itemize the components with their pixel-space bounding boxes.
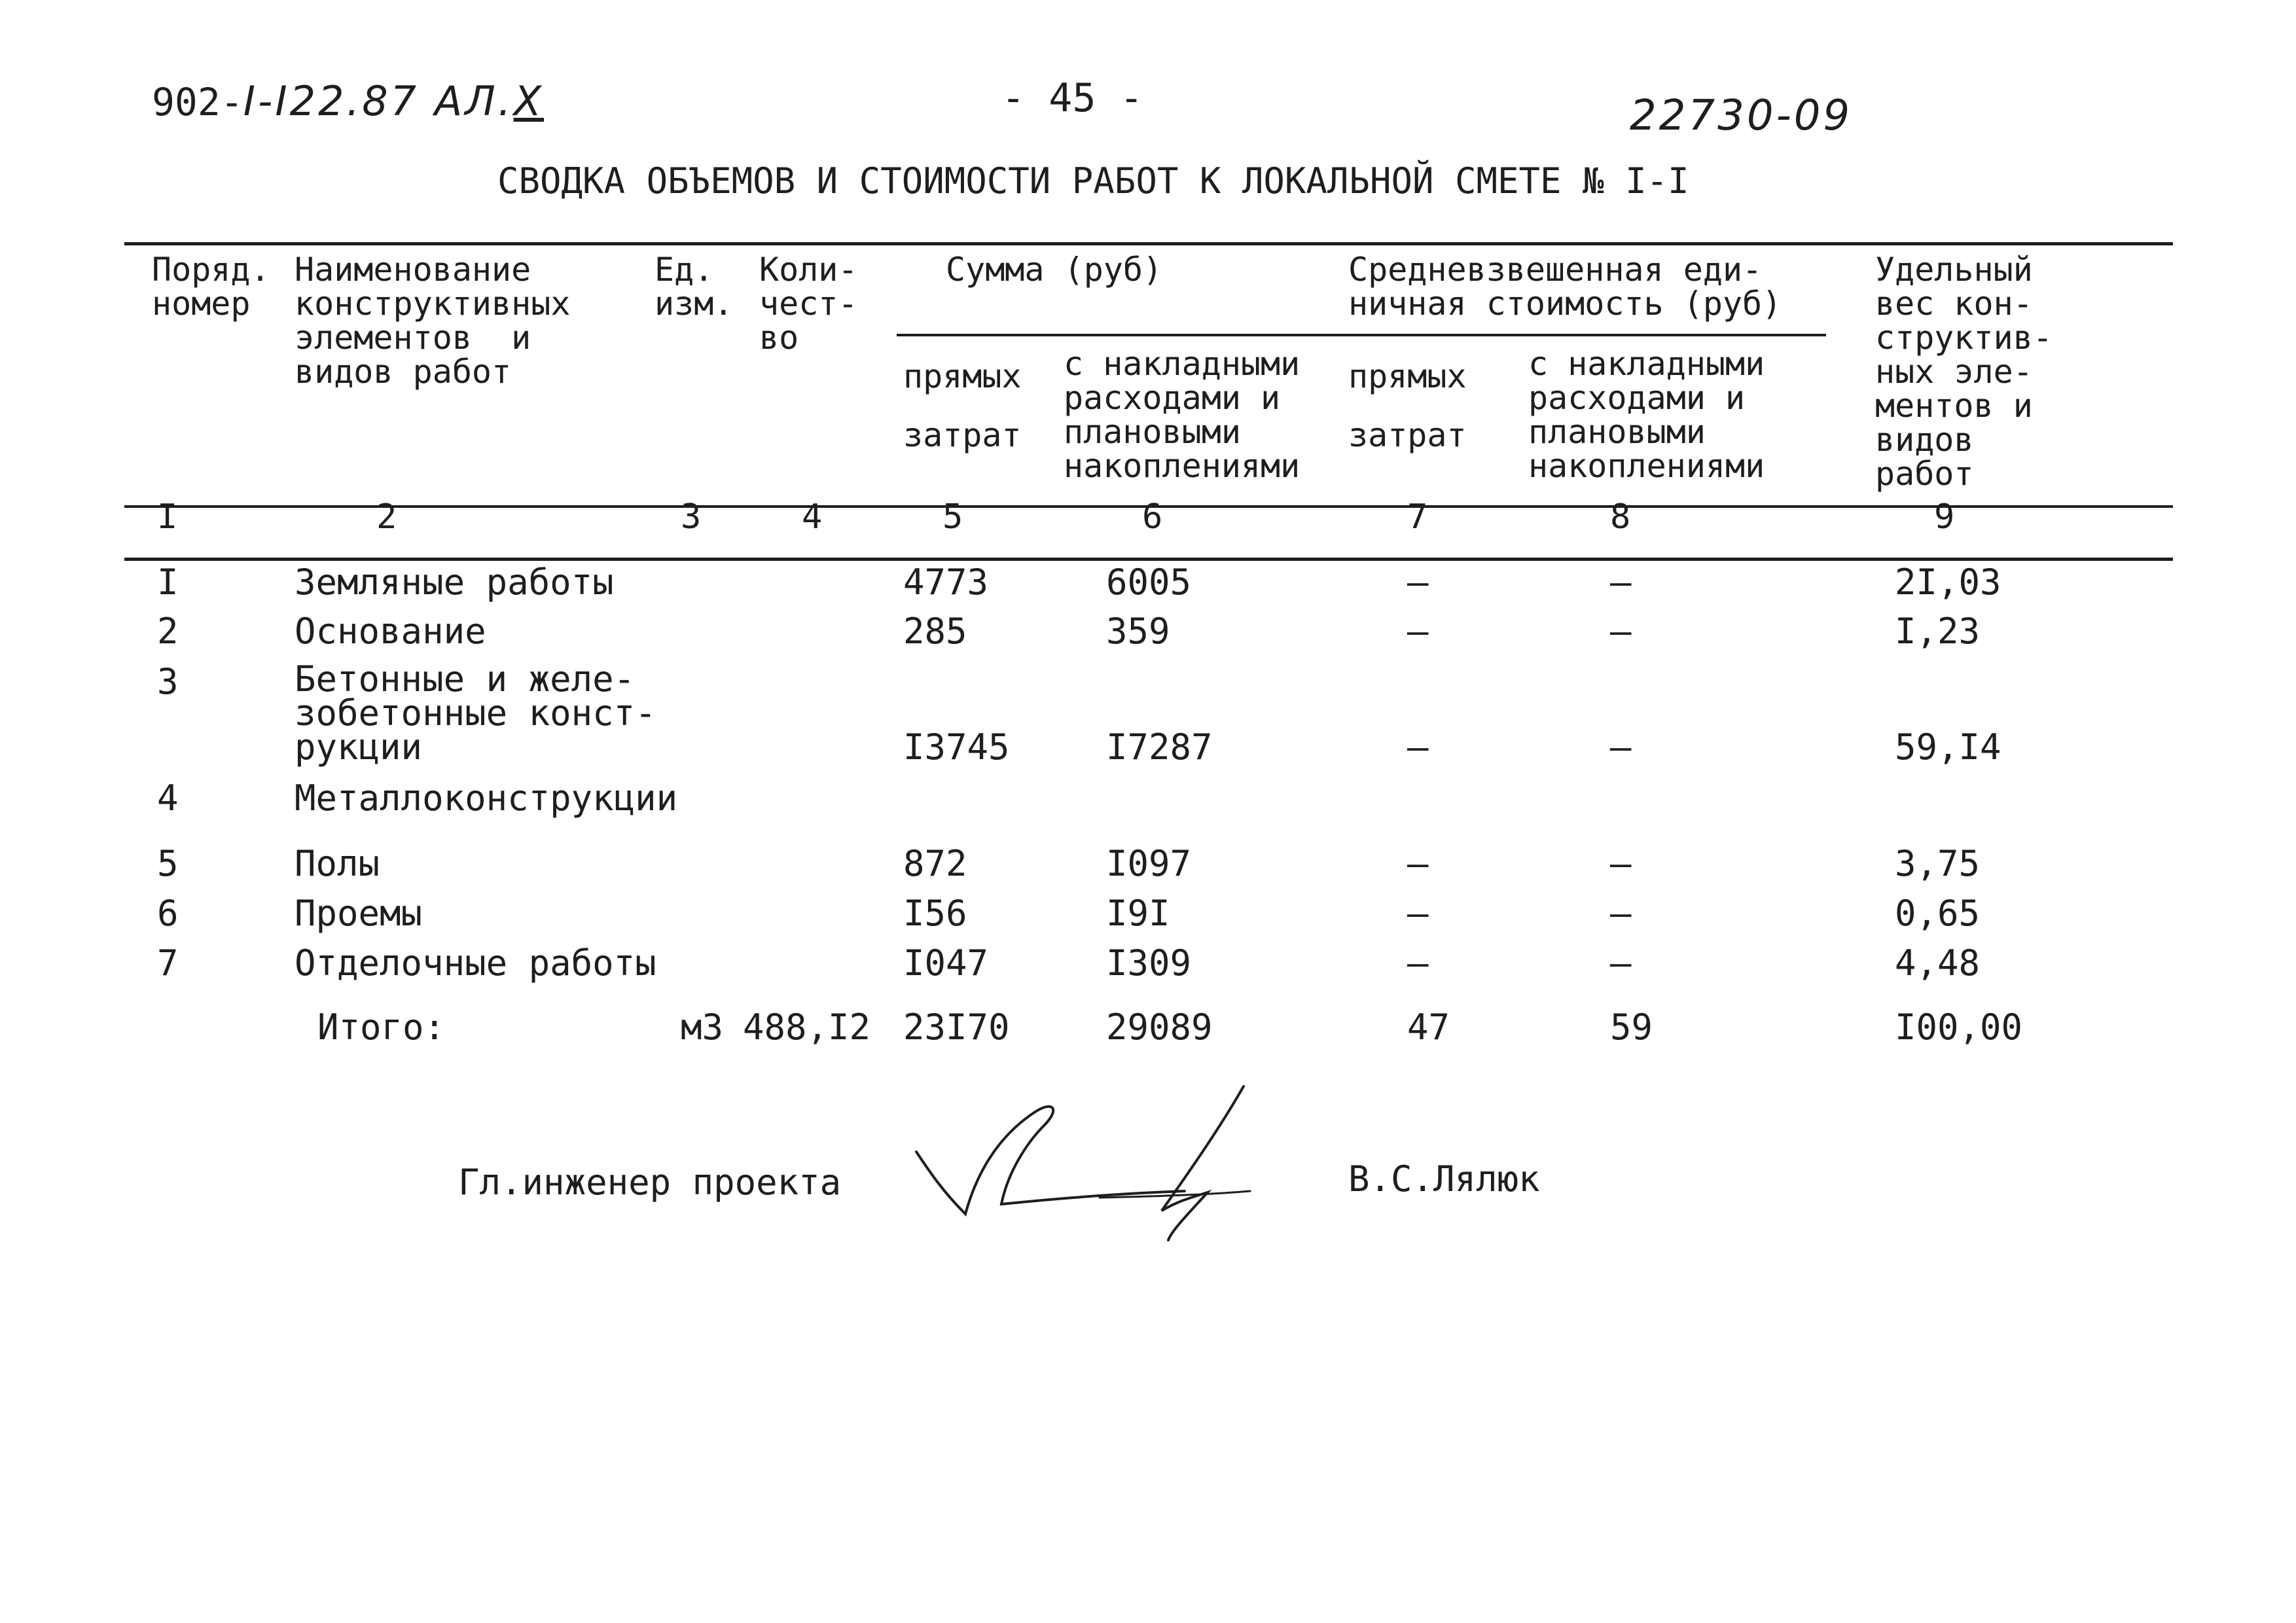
row-number: 7 — [157, 942, 179, 984]
header-average-cost-group: Средневзвешенная еди- ничная стоимость (руб) — [1348, 251, 1782, 323]
header-element-name: Наименование конструктивных элементов и видов работ — [295, 251, 571, 391]
header-sum-with-overheads: с накладными расходами и плановыми накоплениями — [1064, 345, 1300, 485]
column-number-9: 9 — [1934, 497, 1955, 537]
total-label: Итого: — [317, 1007, 446, 1048]
row-specific-weight: 59,I4 — [1895, 726, 2001, 768]
row-unit-direct: – — [1407, 942, 1429, 984]
inventory-number: 22730-09 — [1630, 92, 1853, 140]
table-top-rule — [124, 242, 2173, 245]
row-specific-weight: 0,65 — [1895, 893, 1981, 934]
row-unit-with-overheads: – — [1610, 843, 1632, 884]
row-number: 3 — [157, 661, 179, 702]
header-unit-with-overheads: с накладными расходами и плановыми накоплениями — [1528, 345, 1765, 485]
column-number-6: 6 — [1142, 497, 1163, 537]
header-specific-weight: Удельный вес кон- структив- ных эле- ментов и видов работ — [1875, 251, 2053, 493]
row-unit-direct: – — [1407, 562, 1429, 603]
row-sum-with-overheads: 6005 — [1106, 562, 1192, 603]
row-name: Металлоконструкции — [295, 777, 678, 819]
row-name: Проемы — [295, 893, 423, 934]
row-number: 2 — [157, 611, 179, 652]
header-quantity: Коли- чест- во — [759, 251, 858, 357]
row-unit-with-overheads: – — [1610, 942, 1632, 984]
row-sum-with-overheads: I097 — [1106, 843, 1192, 884]
column-number-3: 3 — [681, 497, 702, 537]
document-code-handwritten: I-I22.87 АЛ. — [243, 77, 514, 125]
row-sum-with-overheads: 359 — [1106, 611, 1170, 652]
page-title: СВОДКА ОБЪЕМОВ И СТОИМОСТИ РАБОТ К ЛОКАЛЬНОЙ СМЕТЕ № I-I — [497, 160, 1689, 202]
total-unit-direct: 47 — [1407, 1007, 1450, 1048]
total-direct-sum: 23I70 — [903, 1007, 1010, 1048]
row-direct-sum: 4773 — [903, 562, 989, 603]
row-number: 6 — [157, 893, 179, 934]
row-sum-with-overheads: I309 — [1106, 942, 1192, 984]
total-specific-weight: I00,00 — [1895, 1007, 2023, 1048]
column-number-2: 2 — [376, 497, 397, 537]
row-unit-direct: – — [1407, 726, 1429, 768]
row-direct-sum: I047 — [903, 942, 989, 984]
header-sum-group: Сумма (руб) — [946, 251, 1163, 289]
column-number-rule — [124, 558, 2173, 561]
total-unit: м3 — [681, 1007, 724, 1048]
page-number: - 45 - — [1001, 75, 1143, 121]
row-sum-with-overheads: I7287 — [1106, 726, 1213, 768]
sum-group-rule — [897, 334, 1826, 336]
row-unit-with-overheads: – — [1610, 611, 1632, 652]
row-sum-with-overheads: I9I — [1106, 893, 1170, 934]
row-unit-direct: – — [1407, 611, 1429, 652]
row-name: Основание — [295, 611, 486, 652]
row-name: Земляные работы — [295, 562, 614, 603]
signatory-name: В.С.Лялюк — [1348, 1158, 1540, 1200]
row-name: Отделочные работы — [295, 942, 656, 984]
row-unit-direct: – — [1407, 893, 1429, 934]
column-number-8: 8 — [1610, 497, 1631, 537]
document-code-prefix: 902- — [152, 80, 243, 124]
header-direct-costs: прямых затрат — [903, 357, 1022, 454]
column-number-1: I — [157, 497, 178, 537]
row-unit-with-overheads: – — [1610, 893, 1632, 934]
row-specific-weight: 4,48 — [1895, 942, 1981, 984]
total-quantity: 488,I2 — [743, 1007, 871, 1048]
row-direct-sum: I56 — [903, 893, 967, 934]
header-order-number: Поряд. номер — [152, 251, 270, 323]
header-unit-direct-costs: прямых затрат — [1348, 357, 1467, 454]
row-name: Бетонные и желе- зобетонные конст- рукции — [295, 658, 656, 768]
row-unit-direct: – — [1407, 843, 1429, 884]
handwritten-signature — [903, 1080, 1270, 1250]
row-number: 4 — [157, 777, 179, 819]
row-unit-with-overheads: – — [1610, 562, 1632, 603]
row-number: 5 — [157, 843, 179, 884]
row-unit-with-overheads: – — [1610, 726, 1632, 768]
signatory-role: Гл.инженер проекта — [458, 1162, 842, 1203]
row-direct-sum: 872 — [903, 843, 967, 884]
row-number: I — [157, 562, 179, 603]
total-unit-with-overheads: 59 — [1610, 1007, 1653, 1048]
column-number-4: 4 — [802, 497, 823, 537]
total-sum-with-overheads: 29089 — [1106, 1007, 1213, 1048]
row-direct-sum: 285 — [903, 611, 967, 652]
row-name: Полы — [295, 843, 380, 884]
document-code — [152, 77, 544, 125]
row-specific-weight: 2I,03 — [1895, 562, 2001, 603]
row-direct-sum: I3745 — [903, 726, 1010, 768]
column-number-5: 5 — [942, 497, 963, 537]
header-unit: Ед. изм. — [655, 251, 734, 323]
row-specific-weight: 3,75 — [1895, 843, 1981, 884]
album-number: X — [513, 77, 545, 125]
column-number-7: 7 — [1407, 497, 1428, 537]
row-specific-weight: I,23 — [1895, 611, 1981, 652]
